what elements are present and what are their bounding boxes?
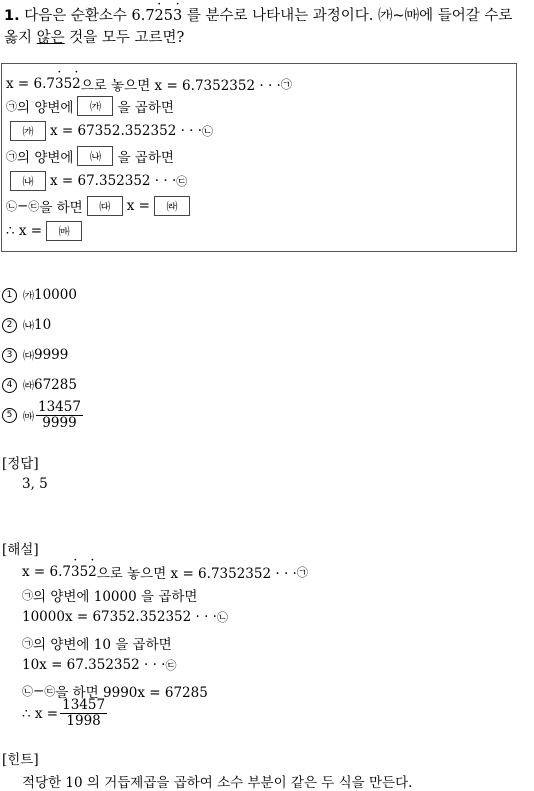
explanation-label: [해설]: [2, 542, 39, 558]
proc-line-7: [6, 221, 86, 241]
option-3[interactable]: [2, 347, 68, 363]
explanation-line-5: [22, 657, 176, 673]
equation-marker: ㉢: [44, 685, 56, 698]
repeating-digit-mid: 5: [163, 8, 174, 24]
proc-line-4: [6, 146, 174, 166]
proc-text: x = 67352.352352 · · ·: [50, 123, 203, 139]
proc-text: ∴ x =: [6, 223, 43, 239]
question-line-2: [4, 26, 184, 50]
equation-marker: ㉢: [176, 175, 188, 188]
proc-text: 의 양변에: [17, 150, 74, 166]
blank-box-ma: ㈒: [46, 221, 82, 241]
proc-line-3: [6, 121, 213, 141]
proc-text: x = 6.7: [6, 76, 55, 92]
option-5[interactable]: [2, 400, 83, 431]
explanation-text: 10x = 67.352352 · · ·: [22, 657, 166, 673]
hint-text: 적당한 10 의 거듭제곱을 곱하여 소수 부분이 같은 두 식을 만든다.: [22, 775, 413, 791]
blank-box-na: ㈏: [10, 171, 46, 191]
equation-marker: ㉡: [6, 200, 17, 213]
blank-box-ra: ㈑: [154, 196, 190, 216]
option-value: 9999: [34, 347, 69, 363]
option-fraction: [36, 400, 83, 431]
fraction-numerator: 13457: [38, 399, 81, 415]
explanation-line-4: [22, 633, 172, 653]
fraction-numerator: 13457: [62, 697, 106, 713]
equation-marker: ㉠: [22, 589, 33, 602]
explanation-text: 의 양변에 10000 을 곱하면: [33, 589, 198, 605]
question-number: 1.: [4, 8, 20, 24]
proc-text: x =: [126, 198, 150, 214]
procedure-box: [1, 63, 517, 252]
option-mark: ㈑: [23, 379, 34, 392]
equation-marker: ㉢: [28, 200, 40, 213]
equation-marker: ㉢: [165, 659, 177, 672]
minus-sign: −: [17, 198, 29, 214]
blank-box-ga: ㈎: [10, 121, 46, 141]
proc-text: 의 양변에: [17, 100, 74, 116]
question-text-b: 를 분수로 나타내는 과정이다. ㈎~㈒에 들어갈 수로: [182, 8, 513, 24]
option-number: 5: [2, 408, 17, 423]
blank-box-na: ㈏: [77, 146, 113, 166]
minus-sign: −: [33, 683, 45, 699]
option-value: 10000: [34, 287, 77, 303]
option-value: 10: [34, 317, 52, 333]
equation-marker: ㉠: [280, 78, 292, 91]
question-text-c: 옳지: [4, 30, 37, 46]
equation-marker: ㉠: [296, 566, 308, 579]
repeating-digit-end: · 2: [72, 76, 81, 92]
proc-line-5: [6, 171, 187, 191]
proc-line-1: [6, 74, 292, 94]
explanation-line-2: [22, 585, 197, 605]
answer-label: [정답]: [2, 456, 39, 472]
equation-marker: ㉠: [6, 150, 17, 163]
option-mark: ㈎: [23, 289, 34, 302]
fraction-denominator: 9999: [42, 415, 77, 431]
proc-line-2: [6, 96, 174, 116]
equation-marker: ㉡: [202, 125, 214, 138]
explanation-text: 을 하면 9990x = 67285: [55, 685, 208, 701]
question-line-1: [4, 4, 512, 28]
question-text-d: 것을 모두 고르면?: [64, 30, 185, 46]
explanation-text: x = 6.7: [22, 564, 71, 580]
option-mark: ㈐: [23, 349, 34, 362]
repeating-digit-start: · 3: [71, 564, 80, 580]
option-mark: ㈏: [23, 319, 34, 332]
equation-marker: ㉡: [216, 611, 228, 624]
blank-box-ga: ㈎: [77, 96, 113, 116]
question-text-a: 다음은 순환소수 6.7: [24, 8, 155, 24]
equation-marker: ㉡: [22, 685, 33, 698]
option-number: 4: [2, 378, 17, 393]
proc-line-6: [6, 196, 194, 216]
explanation-text: 으로 놓으면 x = 6.7352352 · · ·: [96, 566, 297, 582]
option-number: 3: [2, 348, 17, 363]
explanation-fraction: [60, 698, 107, 729]
option-number: 1: [2, 288, 17, 303]
option-number: 2: [2, 318, 17, 333]
equation-marker: ㉠: [6, 100, 17, 113]
option-mark: ㈒: [23, 409, 34, 423]
repeating-digit-start: · 2: [155, 4, 164, 28]
explanation-text: 10000x = 67352.352352 · · ·: [22, 609, 217, 625]
option-4[interactable]: [2, 377, 77, 393]
repeating-digit-end: · 2: [88, 564, 97, 580]
repeating-digit-mid: 5: [63, 76, 73, 92]
proc-text: x = 67.352352 · · ·: [50, 173, 177, 189]
explanation-line-3: [22, 609, 228, 625]
option-value: 67285: [34, 377, 77, 393]
explanation-text: 의 양변에 10 을 곱하면: [33, 637, 172, 653]
repeating-digit-start: · 3: [55, 76, 64, 92]
proc-text: 을 곱하면: [117, 100, 174, 116]
blank-box-da: ㈐: [87, 196, 123, 216]
fraction-denominator: 1998: [66, 713, 101, 729]
repeating-digit-end: · 3: [173, 4, 182, 28]
underlined-word: 않은: [36, 30, 65, 46]
explanation-line-1: [22, 562, 308, 582]
proc-text: 을 곱하면: [117, 150, 174, 166]
proc-text: 으로 놓으면 x = 6.7352352 · · ·: [80, 78, 281, 94]
hint-label: [힌트]: [2, 752, 39, 768]
proc-text: 을 하면: [39, 200, 83, 216]
explanation-text: ∴ x =: [22, 705, 59, 722]
explanation-line-7: [22, 698, 107, 729]
repeating-digit-mid: 5: [79, 564, 89, 580]
option-2[interactable]: [2, 317, 51, 333]
equation-marker: ㉠: [22, 637, 33, 650]
answer-value: 3, 5: [22, 476, 48, 492]
option-1[interactable]: [2, 287, 77, 303]
